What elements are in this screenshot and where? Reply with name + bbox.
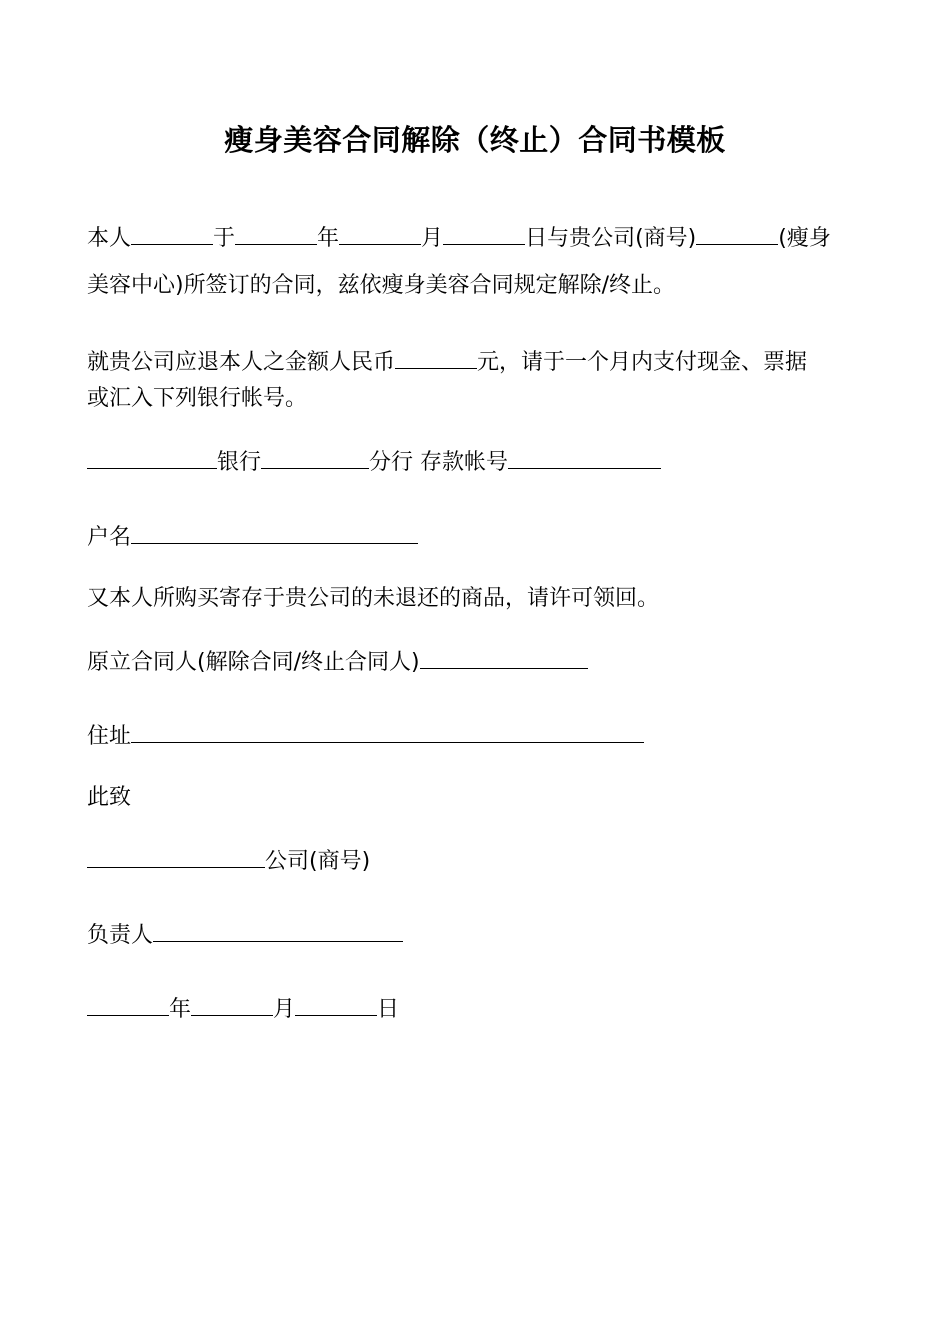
address-label: 住址 bbox=[87, 724, 132, 749]
account-number-blank[interactable] bbox=[508, 446, 661, 469]
company-line bbox=[87, 845, 370, 877]
day-blank[interactable] bbox=[443, 222, 525, 245]
bank-blank[interactable] bbox=[87, 446, 217, 469]
company-label: 公司(商号) bbox=[265, 849, 371, 874]
paragraph-1-line-1 bbox=[87, 222, 831, 254]
account-name-line bbox=[87, 521, 418, 553]
date-year-label: 年 bbox=[169, 997, 192, 1022]
person-in-charge-blank[interactable] bbox=[153, 919, 403, 942]
text-slim: (瘦身 bbox=[778, 226, 831, 251]
date-day-label: 日 bbox=[377, 997, 400, 1022]
bank-label: 银行 bbox=[217, 450, 262, 475]
text-yu: 于 bbox=[213, 226, 236, 251]
amount-blank[interactable] bbox=[395, 346, 477, 369]
month-blank[interactable] bbox=[339, 222, 421, 245]
document-title: 瘦身美容合同解除（终止）合同书模板 bbox=[224, 123, 726, 157]
text-day-company: 日与贵公司(商号) bbox=[525, 226, 697, 251]
year-blank[interactable] bbox=[235, 222, 317, 245]
branch-account-label: 分行 存款帐号 bbox=[369, 450, 509, 475]
text-year: 年 bbox=[317, 226, 340, 251]
original-party-blank[interactable] bbox=[420, 646, 588, 669]
date-year-blank[interactable] bbox=[87, 993, 169, 1016]
account-name-blank[interactable] bbox=[131, 521, 418, 544]
text-benren: 本人 bbox=[87, 226, 132, 251]
account-name-label: 户名 bbox=[87, 525, 132, 550]
date-day-blank[interactable] bbox=[295, 993, 377, 1016]
text-yuan-payment: 元，请于一个月内支付现金、票据 bbox=[477, 350, 808, 375]
paragraph-1-line-2: 美容中心)所签订的合同，兹依瘦身美容合同规定解除/终止。 bbox=[87, 273, 675, 298]
company-name-blank[interactable] bbox=[696, 222, 778, 245]
salutation: 此致 bbox=[87, 785, 132, 810]
goods-statement: 又本人所购买寄存于贵公司的未退还的商品，请许可领回。 bbox=[87, 586, 660, 611]
date-line bbox=[87, 993, 399, 1025]
text-month: 月 bbox=[421, 226, 444, 251]
address-line bbox=[87, 720, 644, 752]
address-blank[interactable] bbox=[131, 720, 644, 743]
branch-blank[interactable] bbox=[261, 446, 369, 469]
person-in-charge-line bbox=[87, 919, 403, 951]
paragraph-2-line-1 bbox=[87, 346, 807, 378]
original-party-label: 原立合同人(解除合同/终止合同人) bbox=[87, 650, 420, 675]
person-in-charge-label: 负责人 bbox=[87, 923, 154, 948]
paragraph-2-line-2: 或汇入下列银行帐号。 bbox=[87, 386, 308, 411]
name-blank[interactable] bbox=[131, 222, 213, 245]
text-refund-amount: 就贵公司应退本人之金额人民币 bbox=[87, 350, 396, 375]
original-party-line bbox=[87, 646, 588, 678]
date-month-blank[interactable] bbox=[191, 993, 273, 1016]
company-blank[interactable] bbox=[87, 845, 265, 868]
bank-line bbox=[87, 446, 661, 478]
date-month-label: 月 bbox=[273, 997, 296, 1022]
